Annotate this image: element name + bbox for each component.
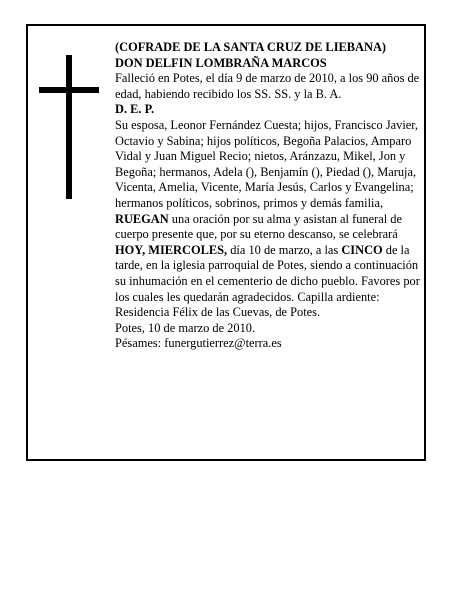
funeral-hour: CINCO: [341, 242, 383, 257]
deceased-name: DON DELFIN LOMBRAÑA MARCOS: [115, 55, 327, 70]
death-statement: Falleció en Potes, el día 9 de marzo de 2010, a los 90 años de edad, habiendo recibido los SS. SS. y la B. A.: [115, 71, 420, 101]
cross-horizontal-bar: [39, 87, 99, 93]
request-text-1: una oración por su alma y asistan al funeral de cuerpo presente que, por su eterno descanso, se celebrará: [115, 211, 402, 242]
request-text-2: día 10 de marzo, a las: [227, 242, 342, 257]
cross-vertical-bar: [66, 55, 72, 199]
funeral-day: HOY, MIERCOLES,: [115, 242, 228, 257]
request-verb: RUEGAN: [115, 211, 169, 226]
condolences-contact: Pésames: funergutierrez@terra.es: [115, 336, 282, 351]
cross-icon: [39, 55, 99, 199]
place-date: Potes, 10 de marzo de 2010.: [115, 320, 256, 335]
obituary-notice: [26, 24, 426, 461]
rip-abbreviation: D. E. P.: [115, 102, 155, 117]
family-list: Su esposa, Leonor Fernández Cuesta; hijos, Francisco Javier, Octavio y Sabina; hijos políticos, Begoña Palacios, Amparo Vidal y Juan Miguel Recio; nietos, Aránzazu, Mikel, Jon y Begoña; hermanos, Adela (), Benjamín (), Piedad (), Maruja, Vicenta, Amelia, Vicente, María Jesús, Carlos y Evangelina; hermanos políticos, sobrinos, primos y demás familia,: [115, 117, 419, 210]
confraternity-title: (COFRADE DE LA SANTA CRUZ DE LIEBANA): [115, 40, 387, 54]
request-text-3: de la tarde, en la iglesia parroquial de Potes, siendo a continuación su inhumación en el cementerio de dicho pueblo. Favores por los cuales les quedarán agradecidos. Capilla ardiente: Residencia Félix de las Cuevas, de Potes.: [115, 242, 420, 320]
notice-text: [115, 40, 421, 352]
funeral-request: [115, 212, 421, 321]
